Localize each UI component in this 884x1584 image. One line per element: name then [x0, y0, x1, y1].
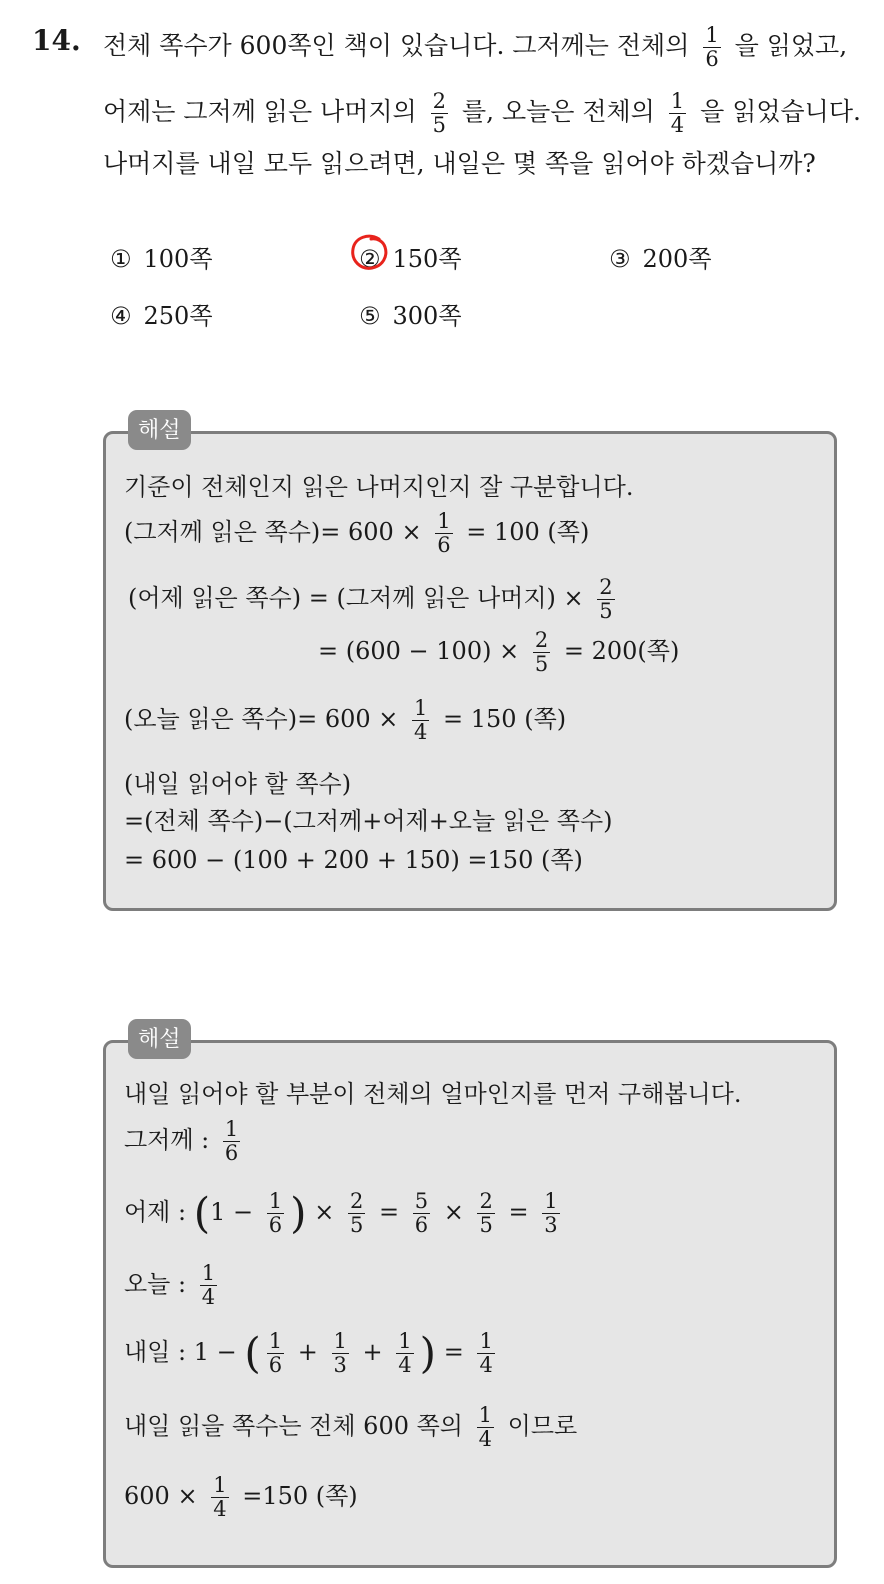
left-paren: ( — [193, 1188, 211, 1238]
solution1-line-7: =(전체 쪽수)−(그저께+어제+오늘 읽은 쪽수) — [124, 807, 613, 835]
fraction-denominator: 5 — [599, 599, 613, 623]
solution-tag: 해설 — [128, 1019, 191, 1059]
right-paren: ) — [290, 1188, 307, 1238]
solution1-line-5 — [124, 697, 566, 744]
fraction-numerator: 1 — [479, 1329, 493, 1353]
choice-1[interactable] — [110, 239, 213, 274]
fraction-denominator: 6 — [224, 1141, 239, 1165]
fraction — [200, 1262, 217, 1309]
fraction-denominator: 4 — [479, 1353, 493, 1377]
solution2-line-2 — [124, 1118, 246, 1165]
fraction — [267, 1330, 284, 1377]
fraction-denominator: 3 — [544, 1213, 558, 1237]
fraction-denominator: 5 — [349, 1213, 364, 1237]
fraction-denominator: 4 — [213, 1497, 227, 1521]
question-number: 14. — [32, 24, 81, 57]
fraction — [533, 629, 550, 676]
fraction-denominator: 4 — [670, 113, 685, 137]
fraction-denominator: 6 — [268, 1213, 283, 1237]
fraction-numerator: 2 — [479, 1189, 493, 1213]
fraction — [597, 576, 614, 623]
choice-mark: ② — [359, 245, 381, 273]
fraction-denominator: 5 — [432, 113, 446, 137]
fraction — [412, 697, 429, 744]
solution2-line-7 — [124, 1474, 358, 1521]
choice-text: 300쪽 — [392, 302, 462, 330]
choice-text: 250쪽 — [143, 302, 213, 330]
fraction-denominator: 6 — [414, 1213, 429, 1237]
fraction-numerator: 1 — [670, 89, 685, 113]
solution-text: 어제 : — [124, 1198, 187, 1226]
solution2-line-4 — [124, 1262, 223, 1309]
operator: = — [378, 1198, 400, 1226]
solution-text: (어제 읽은 쪽수) = (그저께 읽은 나머지) × — [128, 584, 584, 612]
fraction — [211, 1474, 228, 1521]
question-line-1 — [103, 24, 847, 71]
solution-tag: 해설 — [128, 410, 191, 450]
fraction-denominator: 3 — [333, 1353, 347, 1377]
question-text: 전체 쪽수가 600쪽인 책이 있습니다. 그저께는 전체의 — [103, 31, 690, 60]
solution2-line-6 — [124, 1404, 577, 1451]
solution-text: 오늘 : — [124, 1270, 187, 1298]
choice-3[interactable] — [609, 239, 712, 274]
fraction-numerator: 2 — [349, 1189, 364, 1213]
question-line-3: 나머지를 내일 모두 읽으려면, 내일은 몇 쪽을 읽어야 하겠습니까? — [103, 149, 816, 178]
fraction-numerator: 1 — [705, 23, 719, 47]
solution1-line-8: = 600 − (100 + 200 + 150) =150 (쪽) — [124, 846, 583, 874]
solution1-line-2 — [124, 510, 589, 557]
solution1-line-3 — [128, 576, 621, 623]
choice-text: 150쪽 — [392, 245, 462, 273]
solution-text: = (600 − 100) × — [318, 637, 520, 665]
fraction — [413, 1190, 430, 1237]
solution1-line-6: (내일 읽어야 할 쪽수) — [124, 770, 352, 798]
fraction-numerator: 1 — [398, 1329, 412, 1353]
question-line-2 — [103, 90, 861, 137]
fraction-denominator: 5 — [534, 652, 549, 676]
choice-mark: ④ — [110, 302, 132, 330]
fraction — [267, 1190, 284, 1237]
fraction-denominator: 5 — [479, 1213, 493, 1237]
choice-mark: ③ — [609, 245, 631, 273]
fraction-numerator: 1 — [201, 1261, 216, 1285]
fraction — [431, 90, 448, 137]
fraction-numerator: 2 — [432, 89, 446, 113]
fraction-numerator: 1 — [268, 1329, 283, 1353]
fraction — [669, 90, 686, 137]
solution-text: (그저께 읽은 쪽수)= 600 × — [124, 518, 422, 546]
solution1-line-1: 기준이 전체인지 읽은 나머지인지 잘 구분합니다. — [124, 473, 634, 501]
choice-text: 100쪽 — [143, 245, 213, 273]
fraction-denominator: 6 — [705, 47, 719, 71]
fraction-numerator: 1 — [333, 1329, 347, 1353]
question-text: 어제는 그저께 읽은 나머지의 — [103, 97, 417, 126]
fraction-numerator: 1 — [544, 1189, 558, 1213]
solution-text: 600 × — [124, 1482, 198, 1510]
question-text: 를, 오늘은 전체의 — [461, 97, 655, 126]
choice-mark: ① — [110, 245, 132, 273]
fraction — [435, 510, 452, 557]
solution1-line-4 — [318, 629, 679, 676]
solution2-line-1: 내일 읽어야 할 부분이 전체의 얼마인지를 먼저 구해봅니다. — [124, 1080, 742, 1108]
fraction-denominator: 4 — [201, 1285, 216, 1309]
fraction-denominator: 4 — [398, 1353, 412, 1377]
choice-5[interactable] — [359, 296, 462, 331]
fraction — [703, 24, 720, 71]
selection-circle-icon — [349, 233, 391, 273]
solution-text: 1 − — [210, 1198, 254, 1226]
fraction-numerator: 1 — [478, 1403, 492, 1427]
question-text: 을 읽었고, — [734, 31, 848, 60]
solution-text: 내일 읽을 쪽수는 전체 600 쪽의 — [124, 1412, 463, 1440]
fraction-numerator: 2 — [534, 628, 549, 652]
operator: + — [362, 1338, 383, 1366]
fraction-denominator: 4 — [414, 720, 428, 744]
choice-4[interactable] — [110, 296, 213, 331]
fraction-numerator: 1 — [268, 1189, 283, 1213]
fraction-denominator: 6 — [437, 533, 451, 557]
fraction — [223, 1118, 240, 1165]
solution-text: 이므로 — [507, 1412, 578, 1440]
solution2-line-5 — [124, 1330, 501, 1377]
solution-text: = 150 (쪽) — [443, 705, 567, 733]
solution-text: 그저께 : — [124, 1126, 210, 1154]
solution-text: 내일 : 1 − — [124, 1338, 237, 1366]
fraction-numerator: 1 — [213, 1473, 227, 1497]
solution-text: = 200(쪽) — [563, 637, 680, 665]
question-text: 을 읽었습니다. — [700, 97, 861, 126]
right-paren: ) — [419, 1328, 437, 1378]
fraction-numerator: 2 — [599, 575, 613, 599]
fraction — [348, 1190, 365, 1237]
operator: × — [314, 1198, 335, 1226]
solution2-line-3 — [124, 1190, 566, 1237]
left-paren: ( — [244, 1328, 261, 1378]
fraction — [332, 1330, 349, 1377]
operator: × — [443, 1198, 464, 1226]
fraction — [477, 1190, 494, 1237]
fraction-numerator: 5 — [414, 1189, 429, 1213]
fraction — [542, 1190, 559, 1237]
fraction-numerator: 1 — [437, 509, 451, 533]
solution-text: (오늘 읽은 쪽수)= 600 × — [124, 705, 399, 733]
fraction-numerator: 1 — [224, 1117, 239, 1141]
choice-mark: ⑤ — [359, 302, 381, 330]
operator: + — [297, 1338, 318, 1366]
operator: = — [443, 1338, 464, 1366]
choice-text: 200쪽 — [642, 245, 712, 273]
fraction — [396, 1330, 413, 1377]
fraction — [477, 1330, 494, 1377]
fraction-numerator: 1 — [414, 696, 428, 720]
solution-text: =150 (쪽) — [242, 1482, 358, 1510]
operator: = — [508, 1198, 529, 1226]
solution-text: = 100 (쪽) — [466, 518, 590, 546]
fraction-denominator: 6 — [268, 1353, 283, 1377]
fraction — [477, 1404, 494, 1451]
fraction-denominator: 4 — [478, 1427, 492, 1451]
